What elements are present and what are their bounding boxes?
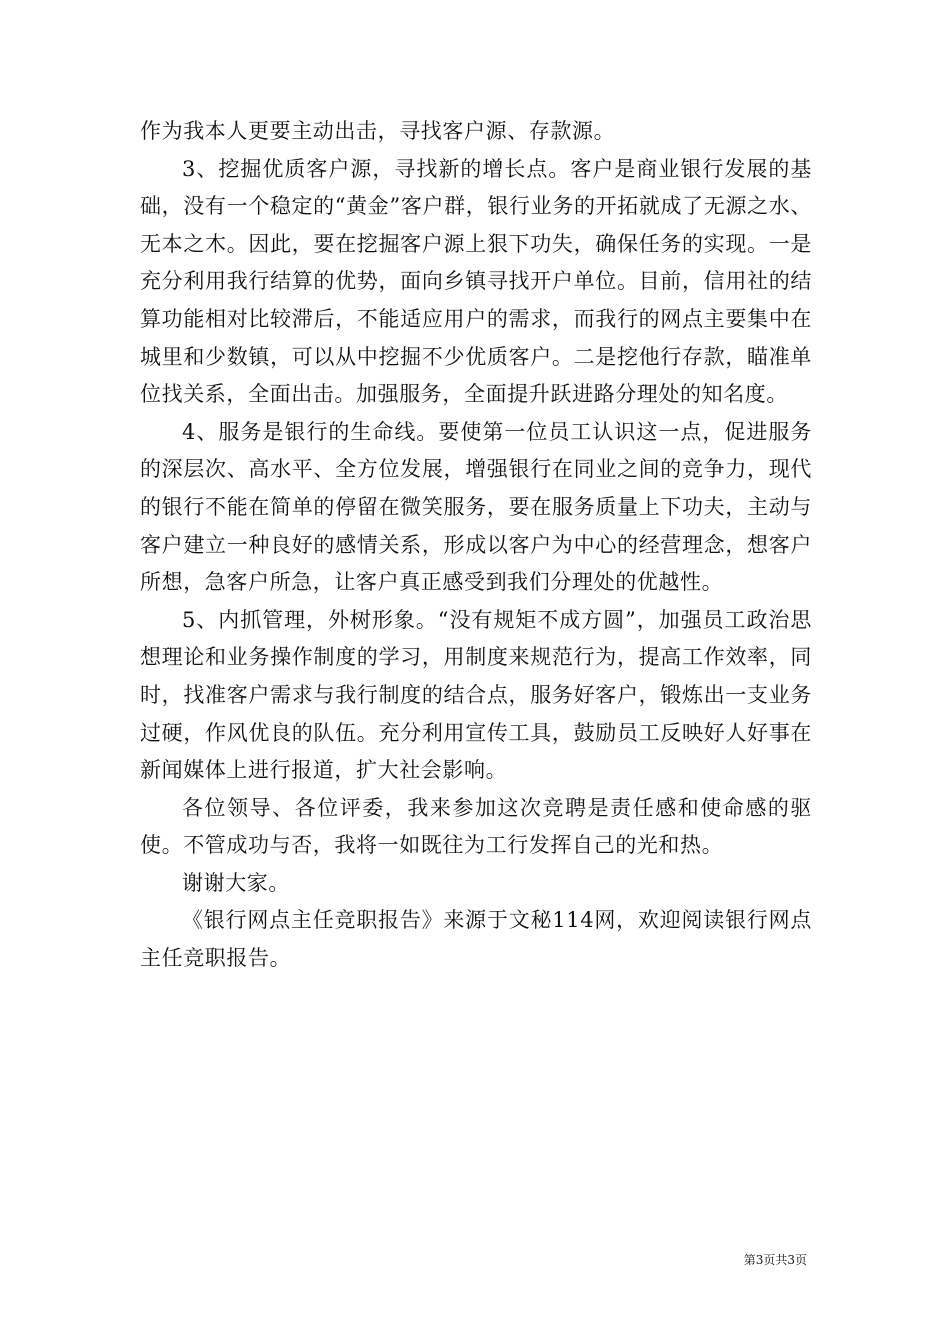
paragraph-5: 各位领导、各位评委，我来参加这次竞聘是责任感和使命感的驱使。不管成功与否，我将一如既往为工行发挥自己的光和热。 — [140, 795, 812, 858]
page-number: 第3页共3页 — [743, 1253, 807, 1267]
paragraph-7: 《银行网点主任竞职报告》来源于文秘114网，欢迎阅读银行网点主任竞职报告。 — [140, 908, 812, 971]
paragraph-3: 4、服务是银行的生命线。要使第一位员工认识这一点，促进服务的深层次、高水平、全方位发展，增强银行在同业之间的竞争力，现代的银行不能在简单的停留在微笑服务，要在服务质量上下功夫，主动与客户建立一种良好的感情关系，形成以客户为中心的经营理念，想客户所想，急客户所急，让客户真正感受到我们分理处的优越性。 — [140, 419, 812, 595]
paragraph-2: 3、挖掘优质客户源，寻找新的增长点。客户是商业银行发展的基础，没有一个稳定的“黄金”客户群，银行业务的开拓就成了无源之水、无本之木。因此，要在挖掘客户源上狠下功失，确保任务的实现。一是充分利用我行结算的优势，面向乡镇寻找开户单位。目前，信用社的结算功能相对比较滞后，不能适应用户的需求，而我行的网点主要集中在城里和少数镇，可以从中挖掘不少优质客户。二是挖他行存款，瞄准单位找关系，全面出击。加强服务，全面提升跃进路分理处的知名度。 — [140, 156, 812, 407]
document-body — [140, 113, 812, 978]
paragraph-6: 谢谢大家。 — [182, 870, 290, 895]
paragraph-1: 作为我本人更要主动出击，寻找客户源、存款源。 — [140, 119, 616, 143]
paragraph-4: 5、内抓管理，外树形象。“没有规矩不成方圆”，加强员工政治思想理论和业务操作制度的学习，用制度来规范行为，提高工作效率，同时，找准客户需求与我行制度的结合点，服务好客户，锻炼出一支业务过硬，作风优良的队伍。充分利用宣传工具，鼓励员工反映好人好事在新闻媒体上进行报道，扩大社会影响。 — [140, 607, 812, 783]
